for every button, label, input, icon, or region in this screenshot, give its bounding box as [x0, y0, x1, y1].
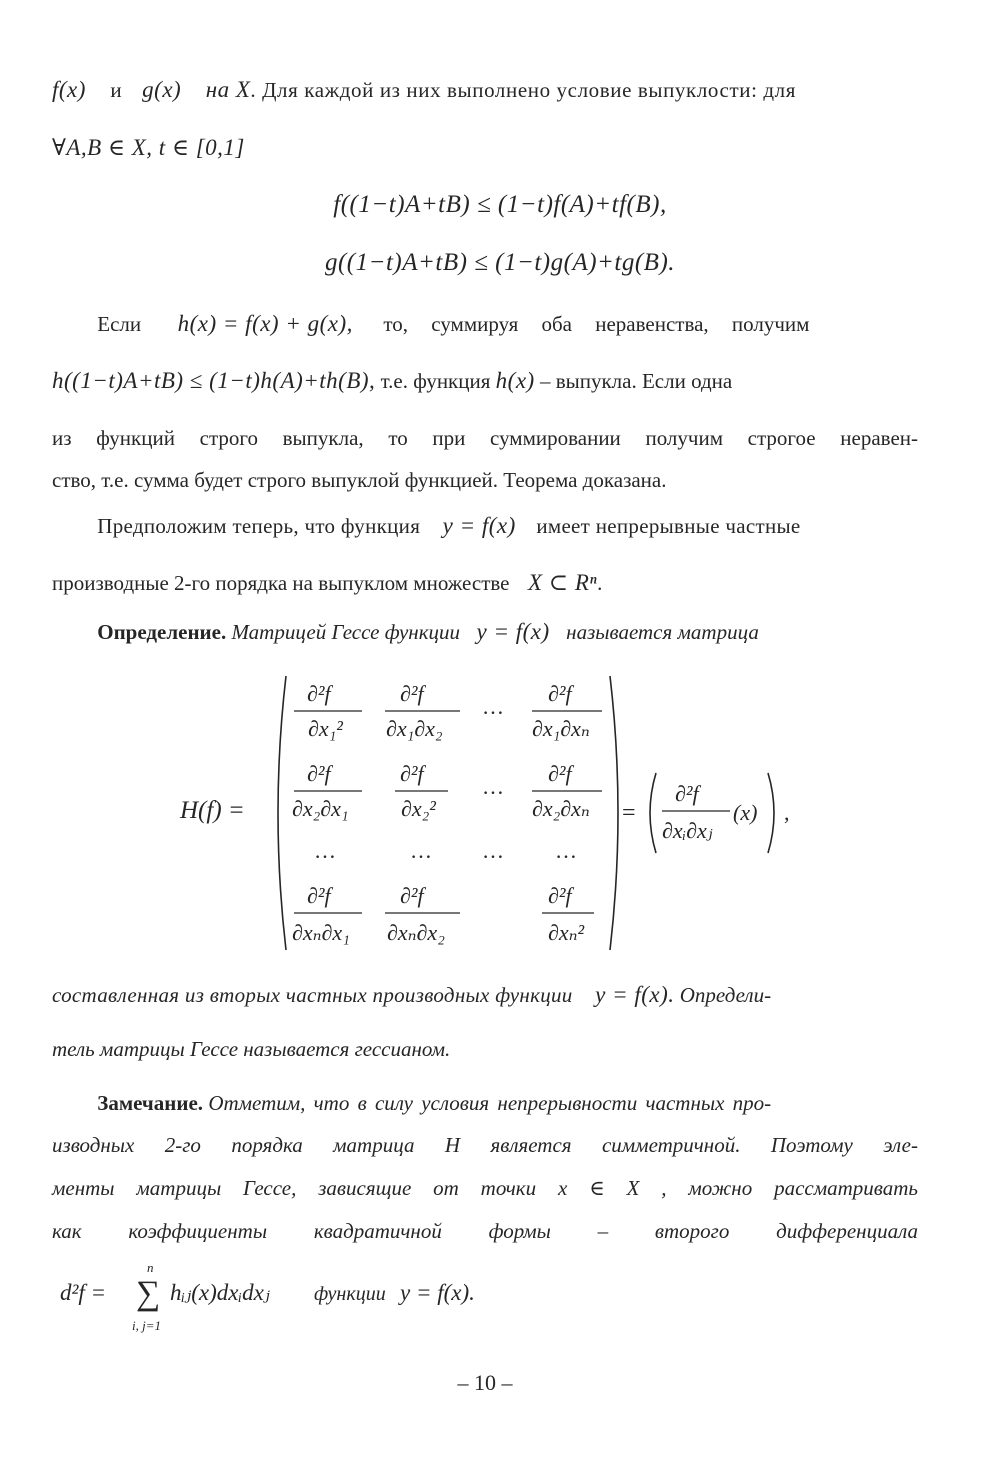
row3-dots-3: …	[482, 838, 504, 863]
entry-n1-den: ∂xₙ∂x₁	[292, 920, 350, 945]
entry-11-num: ∂²f	[307, 681, 331, 706]
row3-dots-2: …	[410, 838, 432, 863]
sum-symbol: ∑	[136, 1275, 161, 1312]
rhs-x: (x)	[733, 800, 758, 825]
entry-12-num: ∂²f	[400, 681, 424, 706]
entry-11-den: ∂x₁²	[308, 716, 343, 741]
entry-12-den: ∂x₁∂x₂	[386, 716, 443, 741]
word-and: и	[110, 78, 122, 102]
paragraph-line-if	[52, 309, 918, 339]
row2-dots: …	[482, 774, 504, 799]
text-convex-if-one: – выпукла. Если одна	[539, 369, 733, 393]
paragraph-line-theorem-proved: ство, т.е. сумма будет строго выпуклой функцией. Теорема доказана.	[52, 468, 667, 492]
remark-line-2: изводных 2-го порядка матрица H является симметричной. Поэтому эле-	[52, 1133, 918, 1157]
sum-upper: n	[147, 1260, 154, 1275]
text-suppose: Предположим теперь, что функция	[97, 514, 421, 538]
remark-text-1: Отметим, что в силу условия непрерывности частных про-	[208, 1091, 772, 1115]
entry-1n-den: ∂x₁∂xₙ	[532, 716, 590, 741]
formula-h-x: h(x)	[495, 368, 535, 393]
paragraph-line-convex-set	[52, 568, 918, 598]
entry-nn-num: ∂²f	[548, 883, 572, 908]
definition-rest: называется матрица	[566, 620, 759, 644]
formula-h-inequality: h((1−t)A+tB) ≤ (1−t)h(A)+th(B),	[52, 368, 376, 393]
row1-dots: …	[482, 694, 504, 719]
entry-nn-den: ∂xₙ²	[548, 920, 585, 945]
equation-convexity-f: f((1−t)A+tB) ≤ (1−t)f(A)+tf(B),	[333, 191, 667, 218]
page-number: – 10 –	[457, 1370, 513, 1395]
formula-y-fx-composed: y = f(x).	[595, 982, 675, 1007]
entry-n2-den: ∂xₙ∂x₂	[387, 920, 445, 945]
entry-21-num: ∂²f	[307, 761, 331, 786]
rhs-right-paren	[768, 773, 774, 853]
paragraph-line-h-convex	[52, 366, 918, 396]
paragraph-line-1	[52, 75, 918, 105]
remark-line-3: менты матрицы Гессе, зависящие от точки x ∈ X , можно рассматривать	[52, 1176, 918, 1200]
entry-22-num: ∂²f	[400, 761, 424, 786]
row3-dots-4: …	[555, 838, 577, 863]
hessian-matrix	[170, 668, 810, 958]
text-determinant: Определи-	[679, 983, 772, 1007]
text-summing: то, суммируя оба неравенства, получим	[383, 312, 810, 336]
remark-line-1	[52, 1088, 918, 1118]
paragraph-line-hessian: тель матрицы Гессе называется гессианом.	[52, 1037, 451, 1061]
second-differential-formula	[52, 1258, 652, 1338]
text-ie-function: т.е. функция	[380, 369, 491, 393]
remark-label: Замечание.	[97, 1091, 204, 1115]
definition-line	[52, 617, 918, 647]
final-text: функции	[314, 1283, 386, 1305]
word-if: Если	[97, 312, 142, 336]
text-second-order: производные 2-го порядка на выпуклом множестве	[52, 571, 510, 595]
definition-label: Определение.	[97, 620, 227, 644]
formula-on-x: на X	[205, 77, 251, 102]
entry-22-den: ∂x₂²	[401, 796, 436, 821]
entry-2n-num: ∂²f	[548, 761, 572, 786]
text-composed: составленная из вторых частных производных функции	[52, 983, 573, 1007]
final-lhs: d²f =	[60, 1280, 107, 1305]
text-convexity-condition: . Для каждой из них выполнено условие выпуклости: для	[250, 78, 796, 102]
rhs-den: ∂xᵢ∂xⱼ	[662, 818, 713, 843]
quantifier-line: ∀A,B ∈ X, t ∈ [0,1]	[52, 135, 245, 160]
remark-line-4: как коэффициенты квадратичной формы – второго дифференциала	[52, 1219, 918, 1243]
formula-f-x: f(x)	[52, 77, 86, 102]
period: .	[597, 571, 603, 595]
rhs-num: ∂²f	[675, 781, 699, 806]
entry-1n-num: ∂²f	[548, 681, 572, 706]
formula-g-x: g(x)	[142, 77, 182, 102]
entry-2n-den: ∂x₂∂xₙ	[532, 796, 590, 821]
paragraph-line-suppose	[52, 511, 918, 541]
text-continuous-partials: имеет непрерывные частные	[536, 514, 801, 538]
formula-y-fx: y = f(x)	[442, 513, 516, 538]
entry-n2-num: ∂²f	[400, 883, 424, 908]
right-paren	[610, 676, 618, 950]
row3-dots-1: …	[314, 838, 336, 863]
entry-n1-num: ∂²f	[307, 883, 331, 908]
final-func: y = f(x).	[400, 1280, 475, 1305]
formula-h-sum: h(x) = f(x) + g(x),	[177, 311, 353, 336]
paragraph-line-strict: из функций строго выпукла, то при суммировании получим строгое неравен-	[52, 426, 918, 450]
definition-text: Матрицей Гессе функции	[231, 620, 461, 644]
sum-lower: i, j=1	[132, 1318, 161, 1333]
formula-set-x: X ⊂ Rⁿ	[528, 570, 598, 595]
matrix-equals: =	[622, 800, 636, 826]
left-paren	[278, 676, 286, 950]
rhs-comma: ,	[784, 800, 790, 825]
formula-y-fx-def: y = f(x)	[476, 619, 550, 644]
entry-21-den: ∂x₂∂x₁	[292, 796, 349, 821]
equation-convexity-g: g((1−t)A+tB) ≤ (1−t)g(A)+tg(B).	[324, 249, 676, 276]
paragraph-line-composed	[52, 980, 918, 1010]
final-term: hᵢⱼ(x)dxᵢdxⱼ	[170, 1280, 270, 1305]
rhs-left-paren	[650, 773, 656, 853]
matrix-lhs: H(f) =	[180, 797, 245, 824]
